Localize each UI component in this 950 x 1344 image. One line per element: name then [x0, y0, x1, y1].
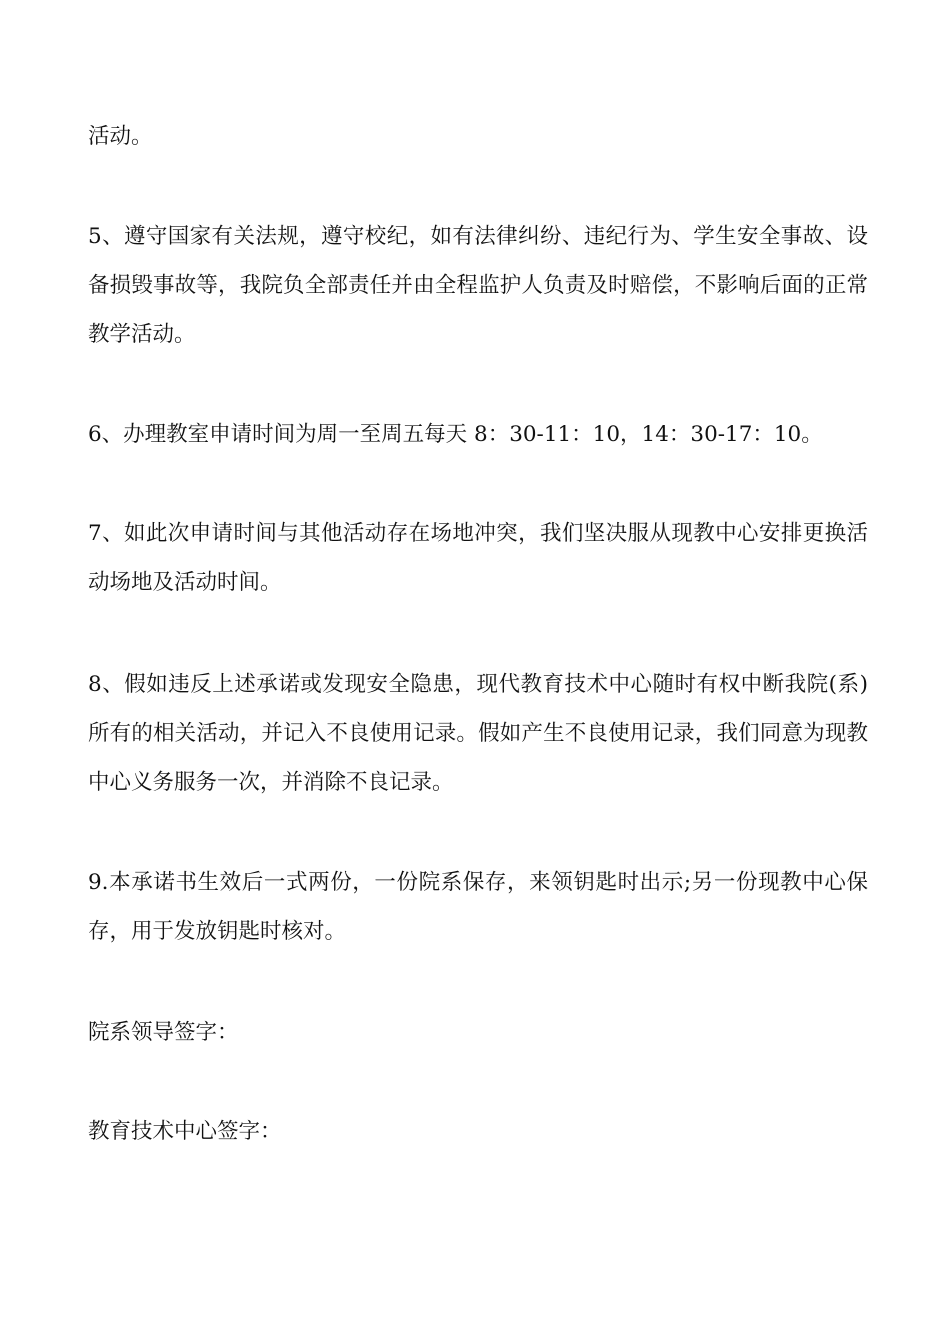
- paragraph-item-7: 7、如此次申请时间与其他活动存在场地冲突，我们坚决服从现教中心安排更换活动场地及活动时间。: [88, 521, 868, 595]
- paragraph-item-8: 8、假如违反上述承诺或发现安全隐患，现代教育技术中心随时有权中断我院(系)所有的相关活动，并记入不良使用记录。假如产生不良使用记录，我们同意为现教中心义务服务一次，并消除不良记录。: [88, 672, 868, 795]
- education-tech-center-signature-label: 教育技术中心签字：: [88, 1119, 282, 1144]
- paragraph-item-5: 5、遵守国家有关法规，遵守校纪，如有法律纠纷、违纪行为、学生安全事故、设备损毁事故等，我院负全部责任并由全程监护人负责及时赔偿，不影响后面的正常教学活动。: [88, 224, 868, 347]
- paragraph-item-9: 9.本承诺书生效后一式两份，一份院系保存，来领钥匙时出示;另一份现教中心保存，用于发放钥匙时核对。: [88, 870, 868, 944]
- department-leader-signature-label: 院系领导签字：: [88, 1020, 239, 1045]
- paragraph-continuation: 活动。: [88, 124, 153, 149]
- paragraph-item-6: 6、办理教室申请时间为周一至周五每天 8：30-11：10，14：30-17：10。: [88, 422, 823, 447]
